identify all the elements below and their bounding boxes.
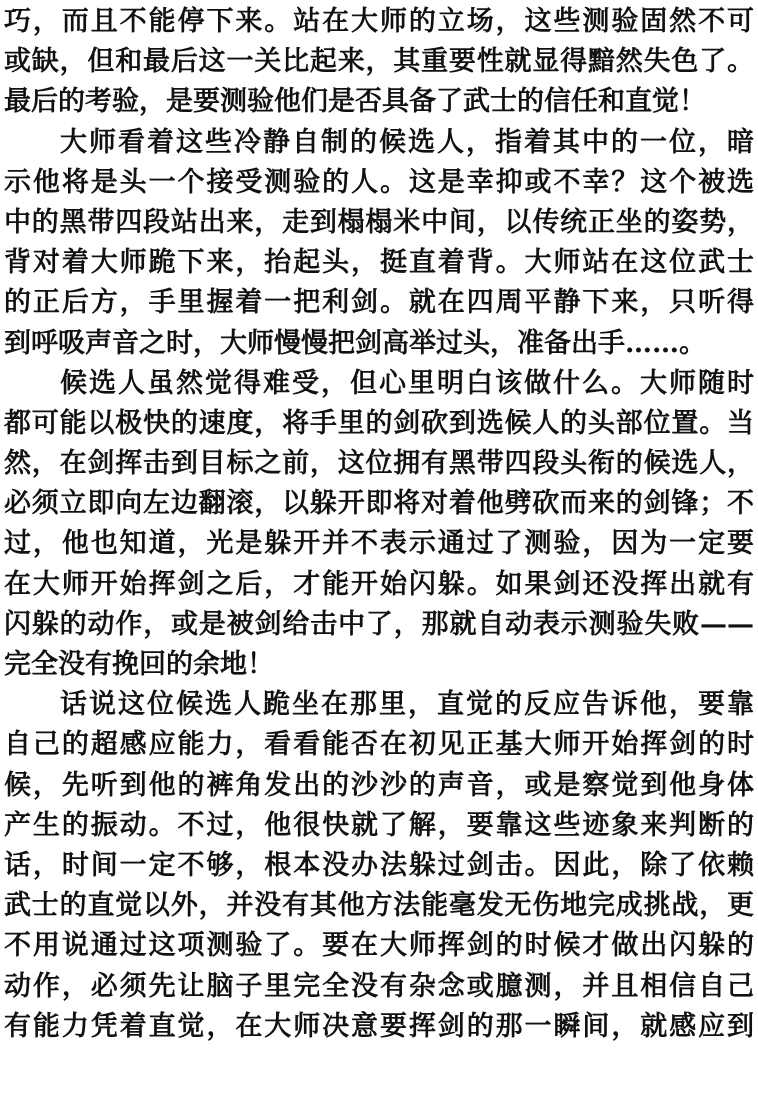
text-line: 在大师开始挥剑之后，才能开始闪躲。如果剑还没挥出就有 (4, 568, 754, 600)
text-line: 闪躲的动作，或是被剑给击中了，那就自动表示测验失败—— (4, 608, 754, 640)
text-line: 话说这位候选人跪坐在那里，直觉的反应告诉他，要靠 (60, 689, 754, 721)
text-line: 候，先听到他的裤角发出的沙沙的声音，或是察觉到他身体 (4, 769, 754, 801)
text-line: 动作，必须先让脑子里完全没有杂念或臆测，并且相信自己 (4, 970, 754, 1002)
text-line: 大师看着这些冷静自制的候选人，指着其中的一位，暗 (60, 126, 754, 158)
text-line: 有能力凭着直觉，在大师决意要挥剑的那一瞬间，就感应到 (4, 1010, 754, 1042)
text-line: 示他将是头一个接受测验的人。这是幸抑或不幸？这个被选 (4, 166, 754, 198)
text-line: 背对着大师跪下来，抬起头，挺直着背。大师站在这位武士 (4, 247, 754, 279)
text-line: 候选人虽然觉得难受，但心里明白该做什么。大师随时 (60, 367, 754, 399)
text-line: 到呼吸声音之时，大师慢慢把剑高举过头，准备出手……。 (4, 327, 706, 359)
text-line: 过，他也知道，光是躲开并不表示通过了测验，因为一定要 (4, 528, 754, 560)
text-line: 完全没有挽回的余地！ (4, 649, 274, 680)
text-line: 都可能以极快的速度，将手里的剑砍到选候人的头部位置。当 (4, 407, 754, 439)
text-line: 不用说通过这项测验了。要在大师挥剑的时候才做出闪躲的 (4, 930, 754, 962)
text-line: 武士的直觉以外，并没有其他方法能毫发无伤地完成挑战，更 (4, 890, 754, 922)
text-line: 的正后方，手里握着一把利剑。就在四周平静下来，只听得 (4, 287, 754, 319)
text-line: 话，时间一定不够，根本没办法躲过剑击。因此，除了依赖 (4, 849, 754, 881)
text-line: 然，在剑挥击到目标之前，这位拥有黑带四段头衔的候选人， (4, 448, 754, 480)
text-line: 必须立即向左边翻滚，以躲开即将对着他劈砍而来的剑锋；不 (4, 488, 754, 520)
text-line: 中的黑带四段站出来，走到榻榻米中间，以传统正坐的姿势， (4, 206, 754, 238)
text-line: 巧，而且不能停下来。站在大师的立场，这些测验固然不可 (4, 6, 754, 37)
text-line: 最后的考验，是要测验他们是否具备了武士的信任和直觉！ (4, 86, 706, 118)
text-line: 或缺，但和最后这一关比起来，其重要性就显得黯然失色了。 (4, 46, 754, 78)
body-text (4, 2, 754, 1047)
text-line: 产生的振动。不过，他很快就了解，要靠这些迹象来判断的 (4, 809, 754, 841)
text-line: 自己的超感应能力，看看能否在初见正基大师开始挥剑的时 (4, 729, 754, 761)
